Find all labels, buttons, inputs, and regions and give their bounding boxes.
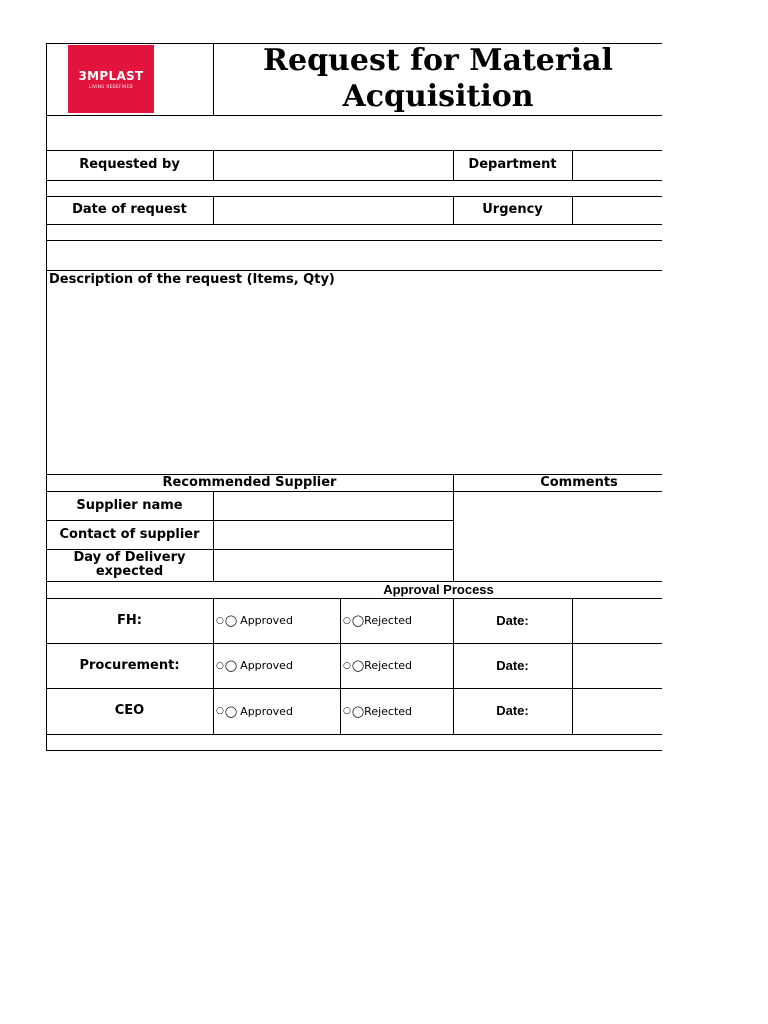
delivery-day-label: Day of Delivery expected — [73, 550, 186, 579]
radio-small-icon: ○ — [343, 615, 351, 626]
requested-by-field[interactable] — [214, 151, 453, 180]
company-logo — [68, 45, 154, 113]
description-label: Description of the request (Items, Qty) — [49, 272, 335, 287]
fh-rejected-option[interactable] — [343, 598, 453, 643]
radio-icon: ◯ — [351, 614, 365, 627]
delivery-day-field[interactable] — [214, 550, 453, 581]
radio-small-icon: ○ — [343, 706, 351, 716]
requested-by-label: Requested by — [79, 157, 180, 172]
description-field[interactable] — [47, 289, 662, 474]
comments-field[interactable] — [454, 492, 662, 581]
date-of-request-label: Date of request — [72, 202, 187, 217]
request-form — [46, 43, 662, 751]
radio-icon: ◯ — [351, 659, 365, 672]
logo-tagline: LIVING REDEFINED — [88, 84, 134, 89]
fh-date-field[interactable] — [573, 599, 662, 643]
procurement-approved-option[interactable] — [216, 643, 340, 688]
approver-procurement-label: Procurement: — [79, 657, 180, 673]
radio-icon: ◯ — [351, 704, 365, 718]
date-of-request-field[interactable] — [214, 197, 453, 224]
comments-heading: Comments — [540, 474, 618, 490]
ceo-date-label: Date: — [496, 703, 529, 718]
approval-process-heading: Approval Process — [383, 581, 494, 597]
approver-fh-label: FH: — [117, 612, 142, 628]
radio-icon: ◯ — [224, 704, 238, 718]
recommended-supplier-heading: Recommended Supplier — [162, 474, 337, 490]
supplier-name-label: Supplier name — [76, 497, 183, 513]
approved-label: Approved — [240, 614, 293, 627]
ceo-date-field[interactable] — [573, 689, 662, 734]
procurement-date-label: Date: — [496, 657, 529, 673]
radio-small-icon: ○ — [216, 615, 224, 626]
department-field[interactable] — [573, 151, 662, 180]
radio-small-icon: ○ — [343, 660, 351, 671]
department-label: Department — [468, 157, 557, 172]
radio-icon: ◯ — [224, 614, 238, 627]
radio-icon: ◯ — [224, 659, 238, 672]
form-title: Request for Material Acquisition — [263, 43, 613, 114]
ceo-approved-option[interactable] — [216, 688, 340, 734]
procurement-rejected-option[interactable] — [343, 643, 453, 688]
supplier-contact-label: Contact of supplier — [59, 526, 200, 542]
urgency-field[interactable] — [573, 197, 662, 224]
supplier-contact-field[interactable] — [214, 521, 453, 549]
urgency-label: Urgency — [482, 202, 543, 217]
fh-approved-option[interactable] — [216, 598, 340, 643]
approved-label: Approved — [240, 659, 293, 672]
logo-name: 3MPLAST — [78, 69, 144, 83]
supplier-name-field[interactable] — [214, 492, 453, 520]
rejected-label: Rejected — [364, 659, 413, 672]
ceo-rejected-option[interactable] — [343, 688, 453, 734]
approver-ceo-label: CEO — [114, 703, 145, 718]
fh-date-label: Date: — [496, 612, 529, 628]
procurement-date-field[interactable] — [573, 644, 662, 688]
approved-label: Approved — [240, 704, 293, 718]
rejected-label: Rejected — [364, 704, 413, 718]
radio-small-icon: ○ — [216, 706, 224, 716]
rejected-label: Rejected — [364, 614, 413, 627]
radio-small-icon: ○ — [216, 660, 224, 671]
